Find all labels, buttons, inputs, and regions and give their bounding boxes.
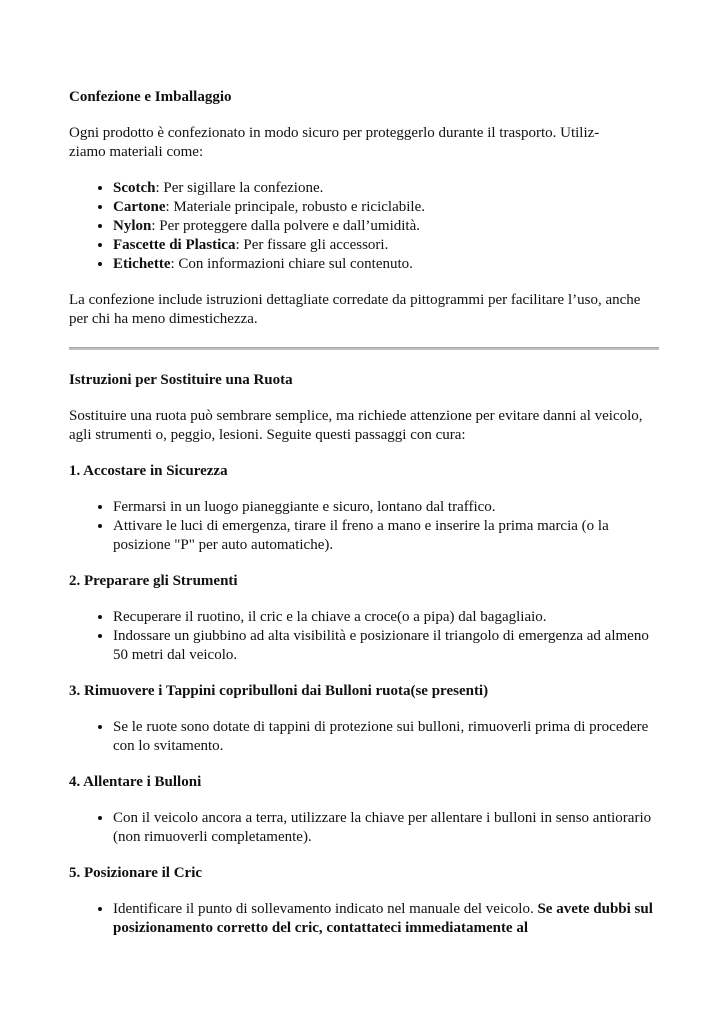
step-4-list <box>69 809 659 847</box>
material-term: Etichette <box>113 256 171 272</box>
material-desc: : Con informazioni chiare sul contenuto. <box>170 256 413 272</box>
wheel-intro: Sostituire una ruota può sembrare semplice, ma richiede attenzione per evitare danni al veicolo, agli strumenti o, peggio, lesioni. Seguite questi passaggi con cura: <box>69 408 643 443</box>
step-2-list <box>69 608 659 665</box>
packaging-intro-line2: ziamo materiali come: <box>69 144 204 160</box>
list-item <box>113 255 659 274</box>
step-5-text: Identificare il punto di sollevamento indicato nel manuale del veicolo. <box>113 901 538 917</box>
material-desc: : Per proteggere dalla polvere e dall’umidità. <box>151 218 420 234</box>
list-item: • Attivare le luci di emergenza, tirare il freno a mano e inserire la prima marcia (o la posizione "P" per auto automatiche). <box>113 517 659 555</box>
list-item <box>113 236 659 255</box>
section-title-wheel: Istruzioni per Sostituire una Ruota <box>69 372 293 388</box>
step-title-3: 3. Rimuovere i Tappini copribulloni dai Bulloni ruota(se presenti) <box>69 683 489 699</box>
packaging-intro <box>69 124 659 162</box>
material-desc: : Per fissare gli accessori. <box>235 237 389 253</box>
list-item: • Se le ruote sono dotate di tappini di protezione sui bulloni, rimuoverli prima di procedere con lo svitamento. <box>113 718 659 756</box>
list-item: • Recuperare il ruotino, il cric e la chiave a croce(o a pipa) dal bagagliaio. <box>113 608 659 627</box>
material-term: Nylon <box>113 218 152 234</box>
materials-list <box>69 179 659 274</box>
packaging-intro-line1: Ogni prodotto è confezionato in modo sicuro per proteggerlo durante il trasporto. Utiliz- <box>69 125 600 141</box>
material-term: Fascette di Plastica <box>113 237 236 253</box>
list-item <box>113 179 659 198</box>
material-term: Cartone <box>113 199 166 215</box>
list-item: • Fermarsi in un luogo pianeggiante e sicuro, lontano dal traffico. <box>113 498 659 517</box>
material-desc: : Per sigillare la confezione. <box>155 180 324 196</box>
list-item <box>113 198 659 217</box>
step-title-4: 4. Allentare i Bulloni <box>69 774 202 790</box>
step-title-2: 2. Preparare gli Strumenti <box>69 573 238 589</box>
list-item <box>113 217 659 236</box>
packaging-closing: La confezione include istruzioni dettagliate corredate da pittogrammi per facilitare l’uso, anche per chi ha meno dimestichezza. <box>69 292 641 327</box>
step-3-list <box>69 718 659 756</box>
step-title-5: 5. Posizionare il Cric <box>69 865 203 881</box>
step-5-bold-text: Se avete dubbi sul posizionamento corretto del cric, contattateci immediatamente al <box>113 901 653 936</box>
material-term: Scotch <box>113 180 156 196</box>
list-item <box>113 900 659 938</box>
list-item: • Con il veicolo ancora a terra, utilizzare la chiave per allentare i bulloni in senso antiorario (non rimuoverli completamente). <box>113 809 659 847</box>
step-5-list <box>69 900 659 938</box>
step-title-1: 1. Accostare in Sicurezza <box>69 463 228 479</box>
section-title-packaging: Confezione e Imballaggio <box>69 89 232 105</box>
list-item: • Indossare un giubbino ad alta visibilità e posizionare il triangolo di emergenza ad almeno 50 metri dal veicolo. <box>113 627 659 665</box>
document-page <box>69 88 659 938</box>
material-desc: : Materiale principale, robusto e riciclabile. <box>165 199 425 215</box>
step-1-list <box>69 498 659 555</box>
